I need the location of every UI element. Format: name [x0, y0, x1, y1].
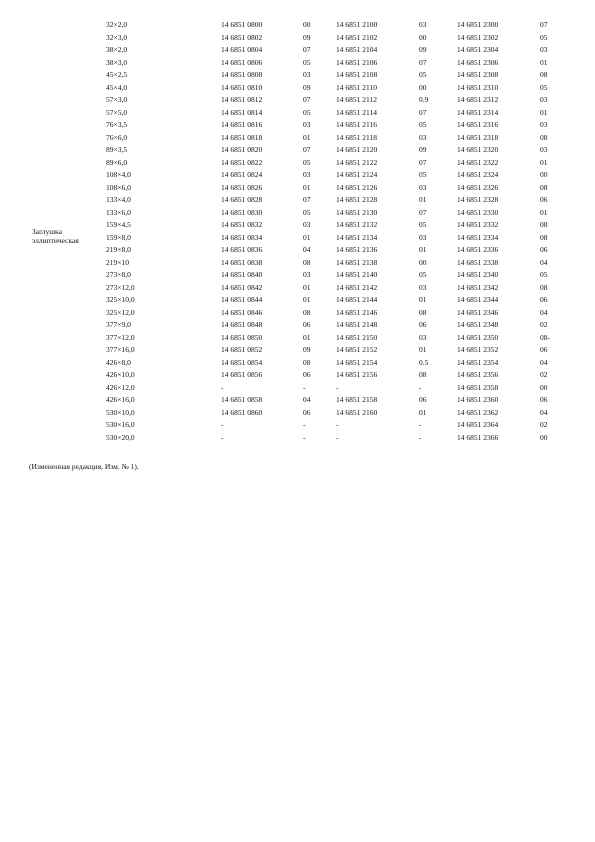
size-cell: 45×4,0 — [106, 82, 128, 92]
code-1-cell: 14 6851 0804 — [221, 45, 263, 54]
check-3-cell: 05 — [540, 32, 548, 42]
check-3-cell: 06 — [540, 245, 548, 254]
table-row — [0, 119, 595, 132]
code-1-cell: 14 6851 0800 — [221, 20, 263, 29]
code-1-cell: 14 6851 0832 — [221, 220, 263, 229]
check-2-cell: 05 — [419, 120, 427, 129]
code-1-cell: 14 6851 0854 — [221, 357, 263, 367]
size-cell: 530×10,0 — [106, 407, 135, 417]
code-2-cell: 14 6851 2152 — [336, 345, 378, 354]
check-3-cell: 03 — [540, 120, 548, 129]
table-row — [0, 144, 595, 157]
check-1-cell: 01 — [303, 182, 311, 192]
code-1-cell: 14 6851 0830 — [221, 207, 263, 217]
check-2-cell: 06 — [419, 320, 427, 329]
size-cell: 219×8,0 — [106, 245, 131, 254]
size-cell: 273×12,0 — [106, 282, 135, 292]
check-1-cell: 05 — [303, 207, 311, 217]
check-3-cell: 08- — [540, 332, 550, 342]
check-2-cell: 08 — [419, 370, 427, 379]
check-1-cell: 05 — [303, 57, 311, 67]
check-1-cell: - — [303, 420, 306, 429]
table-row — [0, 307, 595, 320]
check-2-cell: - — [419, 382, 422, 392]
size-cell: 159×8,0 — [106, 232, 131, 242]
check-3-cell: 08 — [540, 70, 548, 79]
code-2-cell: 14 6851 2160 — [336, 407, 378, 417]
check-2-cell: 06 — [419, 395, 427, 404]
check-3-cell: 04 — [540, 257, 548, 267]
code-1-cell: 14 6851 0806 — [221, 57, 263, 67]
check-1-cell: 01 — [303, 232, 311, 242]
check-2-cell: - — [419, 432, 422, 442]
code-2-cell: 14 6851 2130 — [336, 207, 378, 217]
code-1-cell: 14 6851 0844 — [221, 295, 263, 304]
table-row — [0, 344, 595, 357]
code-3-cell: 14 6851 2308 — [457, 70, 499, 79]
size-cell: 32×2,0 — [106, 20, 128, 29]
check-1-cell: 01 — [303, 132, 311, 142]
table-row — [0, 369, 595, 382]
check-1-cell: 03 — [303, 170, 311, 179]
check-2-cell: 01 — [419, 345, 427, 354]
table-row — [0, 257, 595, 270]
check-3-cell: 00 — [540, 432, 548, 442]
code-1-cell: - — [221, 382, 224, 392]
check-3-cell: 06 — [540, 295, 548, 304]
check-1-cell: - — [303, 382, 306, 392]
code-1-cell: 14 6851 0828 — [221, 195, 263, 204]
check-1-cell: 08 — [303, 307, 311, 317]
code-3-cell: 14 6851 2336 — [457, 245, 499, 254]
table-row — [0, 132, 595, 145]
size-cell: 426×8,0 — [106, 357, 131, 367]
check-3-cell: 05 — [540, 270, 548, 279]
code-3-cell: 14 6851 2360 — [457, 395, 499, 404]
check-3-cell: 02 — [540, 420, 548, 429]
check-1-cell: 05 — [303, 107, 311, 117]
code-2-cell: - — [336, 432, 339, 442]
code-3-cell: 14 6851 2328 — [457, 195, 499, 204]
code-2-cell: 14 6851 2144 — [336, 295, 378, 304]
code-3-cell: 14 6851 2326 — [457, 182, 499, 192]
check-1-cell: 04 — [303, 395, 311, 404]
product-name-line: эллиптическая — [32, 236, 79, 245]
product-name-line: Заглушка — [32, 227, 62, 236]
check-1-cell: 06 — [303, 320, 311, 329]
size-cell: 426×10,0 — [106, 370, 135, 379]
check-3-cell: 01 — [540, 107, 548, 117]
code-2-cell: 14 6851 2116 — [336, 120, 377, 129]
check-1-cell: 09 — [303, 32, 311, 42]
code-1-cell: 14 6851 0846 — [221, 307, 263, 317]
code-3-cell: 14 6851 2350 — [457, 332, 499, 342]
code-2-cell: 14 6851 2126 — [336, 182, 378, 192]
size-cell: 530×16,0 — [106, 420, 135, 429]
table-row — [0, 157, 595, 170]
check-2-cell: 05 — [419, 70, 427, 79]
check-2-cell: 01 — [419, 195, 427, 204]
check-1-cell: 09 — [303, 345, 311, 354]
check-1-cell: 01 — [303, 282, 311, 292]
check-3-cell: 00 — [540, 382, 548, 392]
code-2-cell: 14 6851 2104 — [336, 45, 378, 54]
code-2-cell: 14 6851 2108 — [336, 70, 378, 79]
check-2-cell: 05 — [419, 220, 427, 229]
check-3-cell: 01 — [540, 207, 548, 217]
size-cell: 57×5,0 — [106, 107, 128, 117]
size-cell: 76×6,0 — [106, 132, 128, 142]
check-2-cell: 03 — [419, 282, 427, 292]
code-3-cell: 14 6851 2362 — [457, 407, 499, 417]
check-1-cell: 07 — [303, 95, 311, 104]
code-1-cell: 14 6851 0850 — [221, 332, 263, 342]
code-2-cell: 14 6851 2140 — [336, 270, 378, 279]
check-2-cell: 03 — [419, 232, 427, 242]
code-2-cell: 14 6851 2120 — [336, 145, 378, 154]
check-3-cell: 06 — [540, 195, 548, 204]
check-3-cell: 06 — [540, 345, 548, 354]
code-2-cell: 14 6851 2150 — [336, 332, 378, 342]
table-row — [0, 419, 595, 432]
code-1-cell: 14 6851 0852 — [221, 345, 263, 354]
code-1-cell: 14 6851 0824 — [221, 170, 263, 179]
code-1-cell: 14 6851 0826 — [221, 182, 263, 192]
check-2-cell: 03 — [419, 20, 427, 29]
check-2-cell: 01 — [419, 295, 427, 304]
size-cell: 108×4,0 — [106, 170, 131, 179]
code-3-cell: 14 6851 2364 — [457, 420, 499, 429]
code-3-cell: 14 6851 2306 — [457, 57, 499, 67]
table-row — [0, 32, 595, 45]
check-3-cell: 01 — [540, 57, 548, 67]
code-3-cell: 14 6851 2348 — [457, 320, 499, 329]
code-1-cell: 14 6851 0802 — [221, 32, 263, 42]
size-cell: 530×20,0 — [106, 432, 135, 442]
check-1-cell: 03 — [303, 120, 311, 129]
size-cell: 89×3,5 — [106, 145, 128, 154]
code-1-cell: 14 6851 0822 — [221, 157, 263, 167]
table-row — [0, 394, 595, 407]
check-3-cell: 01 — [540, 157, 548, 167]
size-cell: 38×2,0 — [106, 45, 128, 54]
check-3-cell: 02 — [540, 370, 548, 379]
code-2-cell: 14 6851 2156 — [336, 370, 378, 379]
check-2-cell: 0.9 — [419, 95, 429, 104]
code-3-cell: 14 6851 2344 — [457, 295, 499, 304]
check-2-cell: 05 — [419, 170, 427, 179]
check-1-cell: 00 — [303, 20, 311, 29]
size-cell: 108×6,0 — [106, 182, 131, 192]
check-1-cell: 05 — [303, 157, 311, 167]
check-2-cell: 07 — [419, 107, 427, 117]
code-3-cell: 14 6851 2332 — [457, 220, 499, 229]
code-3-cell: 14 6851 2318 — [457, 132, 499, 142]
code-1-cell: 14 6851 0818 — [221, 132, 263, 142]
table-row — [0, 407, 595, 420]
size-cell: 325×10,0 — [106, 295, 135, 304]
code-2-cell: 14 6851 2114 — [336, 107, 377, 117]
size-cell: 45×2,5 — [106, 70, 128, 79]
code-3-cell: 14 6851 2310 — [457, 82, 499, 92]
code-1-cell: 14 6851 0842 — [221, 282, 263, 292]
table-row — [0, 357, 595, 370]
code-2-cell: 14 6851 2110 — [336, 82, 377, 92]
size-cell: 76×3,5 — [106, 120, 128, 129]
code-2-cell: 14 6851 2128 — [336, 195, 378, 204]
code-table — [0, 19, 595, 444]
code-3-cell: 14 6851 2334 — [457, 232, 499, 242]
size-cell: 159×4,5 — [106, 220, 131, 229]
code-3-cell: 14 6851 2330 — [457, 207, 499, 217]
check-3-cell: 03 — [540, 45, 548, 54]
code-1-cell: 14 6851 0856 — [221, 370, 263, 379]
check-3-cell: 08 — [540, 282, 548, 292]
code-1-cell: 14 6851 0836 — [221, 245, 263, 254]
table-row — [0, 44, 595, 57]
check-2-cell: 01 — [419, 245, 427, 254]
check-2-cell: 07 — [419, 207, 427, 217]
code-1-cell: - — [221, 420, 224, 429]
code-2-cell: 14 6851 2100 — [336, 20, 378, 29]
check-1-cell: 08 — [303, 357, 311, 367]
check-2-cell: 0.5 — [419, 357, 429, 367]
code-2-cell: 14 6851 2158 — [336, 395, 378, 404]
code-2-cell: 14 6851 2102 — [336, 32, 378, 42]
check-3-cell: 04 — [540, 307, 548, 317]
code-3-cell: 14 6851 2346 — [457, 307, 499, 317]
code-1-cell: 14 6851 0808 — [221, 70, 263, 79]
table-row — [0, 232, 595, 245]
size-cell: 273×8,0 — [106, 270, 131, 279]
size-cell: 57×3,0 — [106, 95, 128, 104]
table-row — [0, 94, 595, 107]
code-3-cell: 14 6851 2352 — [457, 345, 499, 354]
table-row — [0, 332, 595, 345]
code-2-cell: 14 6851 2148 — [336, 320, 378, 329]
code-3-cell: 14 6851 2316 — [457, 120, 499, 129]
size-cell: 426×16,0 — [106, 395, 135, 404]
code-3-cell: 14 6851 2312 — [457, 95, 499, 104]
code-2-cell: 14 6851 2106 — [336, 57, 378, 67]
check-1-cell: 01 — [303, 332, 311, 342]
check-1-cell: 01 — [303, 295, 311, 304]
code-1-cell: 14 6851 0814 — [221, 107, 263, 117]
check-1-cell: 09 — [303, 82, 311, 92]
code-3-cell: 14 6851 2324 — [457, 170, 499, 179]
check-1-cell: - — [303, 432, 306, 442]
code-2-cell: 14 6851 2132 — [336, 220, 378, 229]
check-2-cell: 07 — [419, 57, 427, 67]
code-2-cell: 14 6851 2146 — [336, 307, 378, 317]
check-1-cell: 03 — [303, 70, 311, 79]
check-1-cell: 07 — [303, 45, 311, 54]
code-3-cell: 14 6851 2354 — [457, 357, 499, 367]
check-3-cell: 00 — [540, 170, 548, 179]
table-row — [0, 382, 595, 395]
size-cell: 377×12,0 — [106, 332, 135, 342]
size-cell: 426×12,0 — [106, 382, 135, 392]
code-1-cell: 14 6851 0840 — [221, 270, 263, 279]
check-1-cell: 04 — [303, 245, 311, 254]
table-row — [0, 107, 595, 120]
check-1-cell: 06 — [303, 407, 311, 417]
check-2-cell: - — [419, 420, 422, 429]
check-3-cell: 05 — [540, 82, 548, 92]
check-1-cell: 03 — [303, 220, 311, 229]
code-3-cell: 14 6851 2366 — [457, 432, 499, 442]
size-cell: 133×6,0 — [106, 207, 131, 217]
code-3-cell: 14 6851 2358 — [457, 382, 499, 392]
code-1-cell: 14 6851 0812 — [221, 95, 263, 104]
size-cell: 133×4,0 — [106, 195, 131, 204]
check-3-cell: 08 — [540, 232, 548, 242]
check-3-cell: 08 — [540, 132, 548, 142]
code-1-cell: 14 6851 0838 — [221, 257, 263, 267]
table-row — [0, 169, 595, 182]
code-1-cell: 14 6851 0820 — [221, 145, 263, 154]
code-1-cell: 14 6851 0834 — [221, 232, 263, 242]
check-2-cell: 07 — [419, 157, 427, 167]
table-row — [0, 432, 595, 445]
check-3-cell: 02 — [540, 320, 548, 329]
code-3-cell: 14 6851 2356 — [457, 370, 499, 379]
table-row — [0, 319, 595, 332]
size-cell: 325×12,0 — [106, 307, 135, 317]
code-3-cell: 14 6851 2300 — [457, 20, 499, 29]
check-2-cell: 00 — [419, 257, 427, 267]
check-1-cell: 03 — [303, 270, 311, 279]
table-row — [0, 219, 595, 232]
table-row — [0, 19, 595, 32]
check-2-cell: 08 — [419, 307, 427, 317]
code-3-cell: 14 6851 2342 — [457, 282, 499, 292]
table-row — [0, 244, 595, 257]
size-cell: 38×3,0 — [106, 57, 128, 67]
size-cell: 219×10 — [106, 257, 129, 267]
check-2-cell: 09 — [419, 45, 427, 54]
code-2-cell: 14 6851 2136 — [336, 245, 378, 254]
check-3-cell: 07 — [540, 20, 548, 29]
code-3-cell: 14 6851 2340 — [457, 270, 499, 279]
code-2-cell: 14 6851 2118 — [336, 132, 377, 142]
check-1-cell: 08 — [303, 257, 311, 267]
code-1-cell: 14 6851 0858 — [221, 395, 263, 404]
check-1-cell: 06 — [303, 370, 311, 379]
check-3-cell: 04 — [540, 357, 548, 367]
code-2-cell: 14 6851 2134 — [336, 232, 378, 242]
size-cell: 377×9,0 — [106, 320, 131, 329]
table-row — [0, 282, 595, 295]
table-row — [0, 82, 595, 95]
code-3-cell: 14 6851 2322 — [457, 157, 499, 167]
check-3-cell: 06 — [540, 395, 548, 404]
code-1-cell: 14 6851 0848 — [221, 320, 263, 329]
code-3-cell: 14 6851 2314 — [457, 107, 499, 117]
code-3-cell: 14 6851 2320 — [457, 145, 499, 154]
code-3-cell: 14 6851 2302 — [457, 32, 499, 42]
check-2-cell: 00 — [419, 82, 427, 92]
check-1-cell: 07 — [303, 145, 311, 154]
code-1-cell: 14 6851 0810 — [221, 82, 263, 92]
code-2-cell: 14 6851 2154 — [336, 357, 378, 367]
code-3-cell: 14 6851 2304 — [457, 45, 499, 54]
code-2-cell: - — [336, 420, 339, 429]
code-1-cell: - — [221, 432, 224, 442]
code-2-cell: 14 6851 2142 — [336, 282, 378, 292]
code-2-cell: 14 6851 2124 — [336, 170, 378, 179]
check-3-cell: 08 — [540, 182, 548, 192]
table-row — [0, 207, 595, 220]
check-1-cell: 07 — [303, 195, 311, 204]
footnote: (Измененная редакция, Изм. № 1). — [29, 462, 139, 471]
table-row — [0, 269, 595, 282]
code-3-cell: 14 6851 2338 — [457, 257, 499, 267]
check-3-cell: 08 — [540, 220, 548, 229]
check-2-cell: 03 — [419, 332, 427, 342]
check-2-cell: 03 — [419, 132, 427, 142]
table-row — [0, 182, 595, 195]
size-cell: 377×16,0 — [106, 345, 135, 354]
size-cell: 32×3,0 — [106, 32, 128, 42]
table-row — [0, 294, 595, 307]
check-2-cell: 01 — [419, 407, 427, 417]
check-2-cell: 05 — [419, 270, 427, 279]
check-2-cell: 03 — [419, 182, 427, 192]
check-2-cell: 09 — [419, 145, 427, 154]
code-2-cell: 14 6851 2122 — [336, 157, 378, 167]
code-1-cell: 14 6851 0860 — [221, 407, 263, 417]
code-2-cell: 14 6851 2112 — [336, 95, 377, 104]
code-2-cell: 14 6851 2138 — [336, 257, 378, 267]
check-2-cell: 00 — [419, 32, 427, 42]
table-row — [0, 69, 595, 82]
check-3-cell: 04 — [540, 407, 548, 417]
table-row — [0, 194, 595, 207]
size-cell: 89×6,0 — [106, 157, 128, 167]
code-2-cell: - — [336, 382, 339, 392]
check-3-cell: 03 — [540, 145, 548, 154]
code-1-cell: 14 6851 0816 — [221, 120, 263, 129]
table-row — [0, 57, 595, 70]
check-3-cell: 03 — [540, 95, 548, 104]
